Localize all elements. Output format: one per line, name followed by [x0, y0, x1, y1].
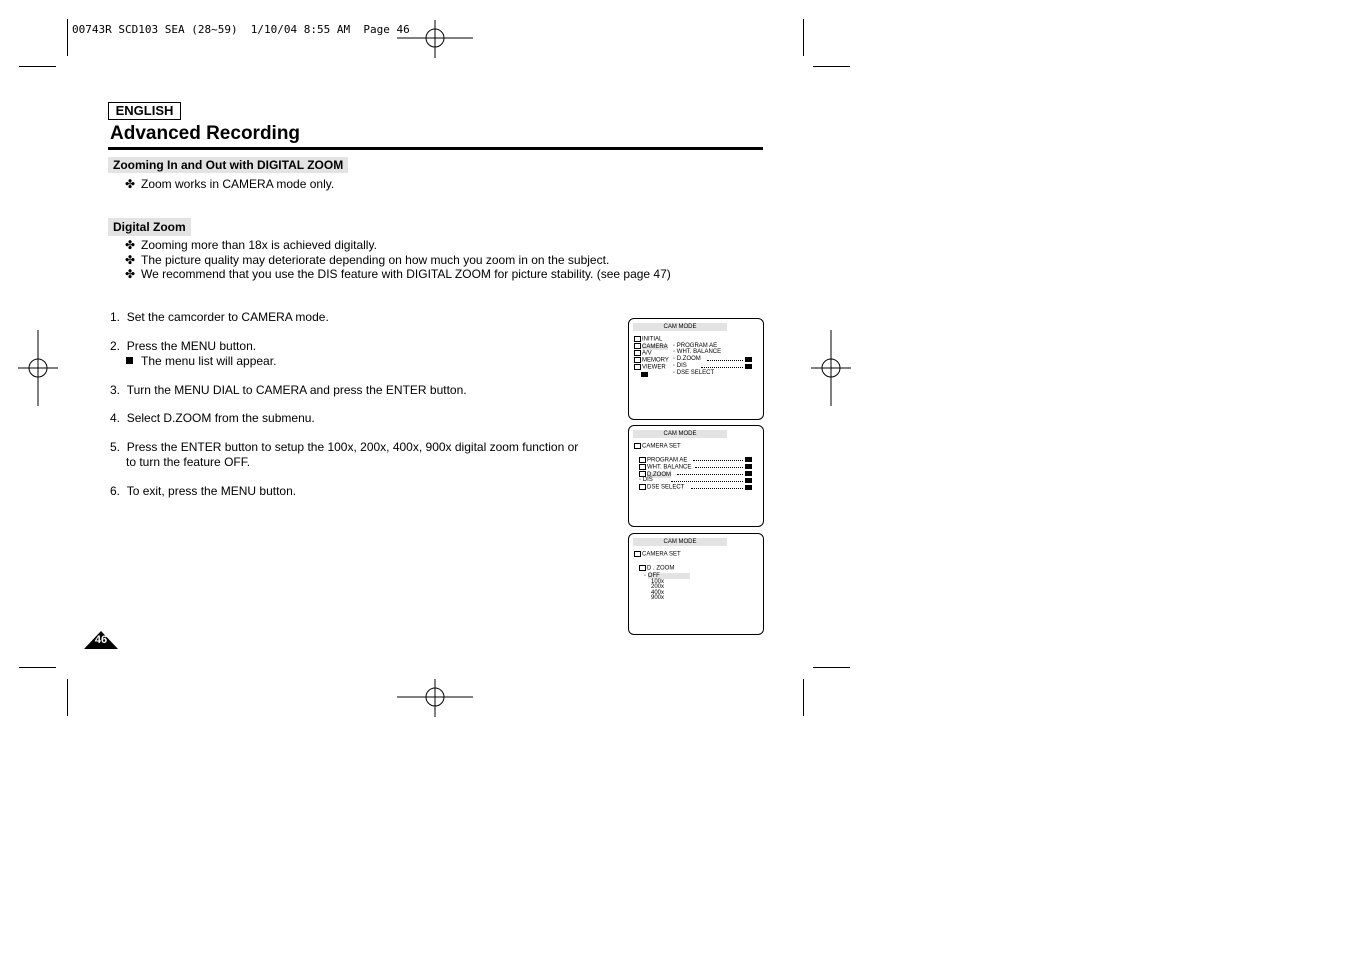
crop-mark	[67, 679, 68, 716]
note-item	[125, 177, 334, 191]
option: 100x	[651, 579, 665, 585]
square-bullet-icon	[126, 357, 133, 364]
leader-dots	[671, 481, 743, 482]
step-6	[110, 484, 296, 498]
note-text: The picture quality may deteriorate depending on how much you zoom in on the subject.	[141, 253, 610, 267]
submenu-item: ◦ DIS	[673, 363, 687, 369]
submenu-item: ◦ WHT. BALANCE	[673, 349, 722, 355]
step-number: 5.	[110, 440, 121, 454]
submenu-path: D . ZOOM	[639, 565, 674, 573]
exit-icon	[641, 372, 648, 377]
step-2-sub	[126, 354, 276, 368]
crop-mark	[813, 66, 850, 67]
bullet-icon: ✤	[125, 267, 136, 281]
step-text: Press the ENTER button to setup the 100x, 200x, 400x, 900x digital zoom function or	[126, 440, 579, 454]
note-text: Zoom works in CAMERA mode only.	[141, 177, 335, 191]
menu-item: DSE SELECT	[639, 484, 684, 492]
registration-mark	[18, 330, 58, 406]
crop-mark	[803, 679, 804, 716]
section-heading-digital-zoom: Zooming In and Out with DIGITAL ZOOM	[108, 157, 348, 173]
screen-header: CAM MODE	[633, 323, 727, 331]
value-icon	[745, 457, 752, 462]
value-icon	[745, 357, 752, 362]
submenu-item: ◦ DSE SELECT	[673, 370, 715, 376]
step-text: Press the MENU button.	[126, 339, 257, 353]
note-item	[125, 238, 377, 252]
menu-item: INITIAL	[634, 336, 662, 344]
step-text: Select D.ZOOM from the submenu.	[126, 411, 315, 425]
step-text: To exit, press the MENU button.	[126, 484, 297, 498]
menu-item: PROGRAM AE	[639, 457, 687, 465]
page-title: Advanced Recording	[110, 123, 301, 144]
menu-item: ◦ DIS	[639, 477, 653, 483]
screen-header: CAM MODE	[633, 538, 727, 546]
step-4	[110, 411, 315, 425]
step-5-cont: to turn the feature OFF.	[126, 455, 251, 469]
value-icon	[745, 478, 752, 483]
lcd-screen-camera-set	[628, 425, 764, 527]
menu-item: MEMORY	[634, 357, 669, 365]
note-text: We recommend that you use the DIS feature with DIGITAL ZOOM for picture stability. (see page 47)	[141, 267, 671, 281]
lcd-screen-menu	[628, 318, 764, 420]
language-tag: ENGLISH	[108, 102, 181, 120]
option-selected: ◦ OFF	[644, 573, 690, 580]
submenu-item: ◦ D.ZOOM	[673, 356, 701, 362]
leader-dots	[695, 467, 743, 468]
step-number: 3.	[110, 383, 121, 397]
registration-mark	[811, 330, 851, 406]
bullet-icon: ✤	[125, 253, 136, 267]
step-text: Turn the MENU DIAL to CAMERA and press the ENTER button.	[126, 383, 467, 397]
step-1	[110, 310, 329, 324]
folder-icon	[634, 336, 641, 342]
folder-icon	[634, 443, 641, 449]
leader-dots	[701, 367, 743, 368]
value-icon	[745, 471, 752, 476]
step-5	[110, 440, 578, 454]
folder-icon	[634, 551, 641, 557]
step-text: Set the camcorder to CAMERA mode.	[126, 310, 329, 324]
crop-mark	[19, 66, 56, 67]
option: 400x	[651, 590, 665, 596]
folder-icon	[639, 464, 646, 470]
step-number: 6.	[110, 484, 121, 498]
menu-item: A/V	[634, 350, 652, 358]
crop-mark	[813, 667, 850, 668]
note-text: Zooming more than 18x is achieved digitally.	[141, 238, 377, 252]
folder-icon	[639, 457, 646, 463]
bullet-icon: ✤	[125, 238, 136, 252]
bullet-icon: ✤	[125, 177, 136, 191]
registration-mark	[397, 677, 473, 717]
crop-mark	[67, 19, 68, 56]
crop-mark	[19, 667, 56, 668]
menu-path: CAMERA SET	[634, 443, 681, 451]
note-item	[125, 253, 609, 267]
step-number: 4.	[110, 411, 121, 425]
menu-item-selected: CAMERA	[634, 343, 668, 351]
leader-dots	[691, 488, 743, 489]
value-icon	[745, 485, 752, 490]
menu-path: CAMERA SET	[634, 551, 681, 559]
step-2	[110, 339, 256, 353]
screen-header: CAM MODE	[633, 430, 727, 438]
folder-icon	[634, 364, 641, 370]
folder-icon	[639, 484, 646, 490]
memory-icon	[634, 357, 641, 363]
leader-dots	[677, 474, 743, 475]
folder-icon	[634, 350, 641, 356]
option: 200x	[651, 584, 665, 590]
page-number: 46	[94, 634, 108, 646]
note-item	[125, 267, 671, 281]
submenu-item: ◦ PROGRAM AE	[673, 343, 718, 349]
menu-item: VIEWER	[634, 364, 666, 372]
value-icon	[745, 464, 752, 469]
menu-item: WHT. BALANCE	[639, 464, 691, 472]
lcd-screen-dzoom	[628, 533, 764, 635]
folder-icon	[639, 565, 646, 571]
crop-mark	[803, 19, 804, 56]
step-number: 2.	[110, 339, 121, 353]
step-3	[110, 383, 467, 397]
step-number: 1.	[110, 310, 121, 324]
section-heading-digital-zoom-notes: Digital Zoom	[108, 218, 191, 236]
folder-icon	[634, 343, 641, 349]
title-rule	[108, 147, 763, 150]
option: 900x	[651, 595, 665, 601]
menu-item-selected: D.ZOOM	[639, 471, 671, 479]
print-header: 00743R SCD103 SEA (28~59) 1/10/04 8:55 AM Page 46	[72, 23, 410, 36]
value-icon	[745, 364, 752, 369]
leader-dots	[693, 460, 743, 461]
leader-dots	[707, 360, 743, 361]
step-sub-text: The menu list will appear.	[141, 354, 277, 368]
